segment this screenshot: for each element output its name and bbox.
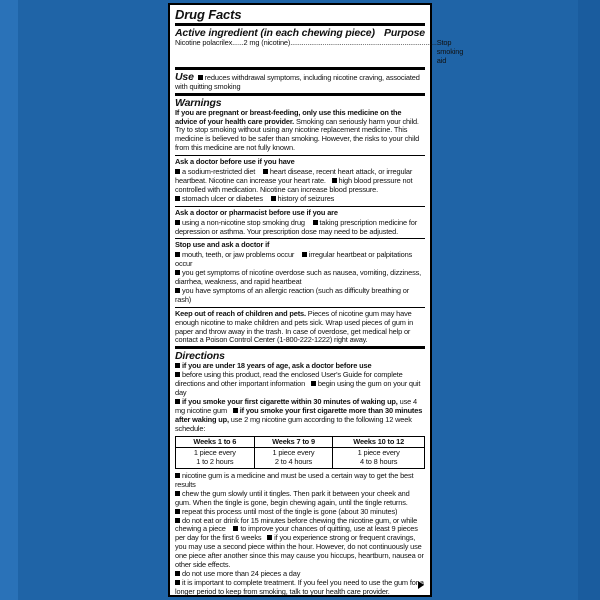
bullet-icon (175, 509, 180, 514)
use-heading: Use (175, 70, 194, 83)
bullet-icon (175, 363, 180, 368)
pregnant-bold: If you are pregnant or breast-feeding, only use this medicine on the advice of your health care provider. (175, 107, 402, 126)
drug-facts-title: Drug Facts (175, 7, 242, 22)
use-section (175, 71, 425, 92)
ask-pharmacist-heading: Ask a doctor or pharmacist before use if you are (175, 207, 338, 217)
table-row (176, 448, 425, 469)
direction-item: chew the gum slowly until it tingles. Then park it between your cheek and gum. When the tingle is gone, begin chewing again, until the tingle returns. (175, 488, 410, 507)
schedule-header: Weeks 7 to 9 (254, 436, 333, 448)
active-ingredient-heading: Active ingredient (in each chewing piece) (175, 27, 375, 39)
schedule-cell (254, 448, 333, 469)
ask-doctor-heading: Ask a doctor before use if you have (175, 157, 295, 167)
within30-bold: if you smoke your first cigarette within 30 minutes of waking up, (182, 397, 398, 406)
more30-bold: if you smoke your first cigarette more than 30 minutes after waking up, (175, 405, 423, 424)
bullet-icon (198, 75, 203, 80)
direction-item: nicotine gum is a medicine and must be used a certain way to get the best results (175, 471, 414, 489)
bullet-icon (267, 535, 272, 540)
box-edge-right (578, 0, 600, 600)
bullet-icon (271, 196, 276, 201)
bullet-icon (311, 381, 316, 386)
ask-pharmacist-item: taking prescription medicine for depression or asthma. Your prescription dose may need to be adjusted. (175, 217, 418, 236)
ask-doctor-list (175, 168, 425, 204)
schedule-header: Weeks 1 to 6 (176, 436, 255, 448)
direction-item: repeat this process until most of the tingle is gone (about 30 minutes) (182, 506, 398, 516)
bullet-icon (332, 178, 337, 183)
ingredient-line: Nicotine polacrilex......2 mg (nicotine)............................................................................. (175, 38, 437, 47)
direction-item: do not eat or drink for 15 minutes before chewing the nicotine gum, or while chewing a piece (175, 515, 418, 534)
bullet-icon (175, 270, 180, 275)
divider (175, 346, 425, 349)
schedule-table (175, 436, 425, 469)
ingredient-name: Nicotine polacrilex (175, 38, 233, 47)
ask-doctor-item: stomach ulcer or diabetes (182, 193, 263, 203)
divider (175, 67, 425, 70)
within30-text: use 4 mg nicotine gum (175, 397, 417, 415)
bullet-icon (302, 252, 307, 257)
bullet-icon (313, 220, 318, 225)
bullet-icon (175, 196, 180, 201)
pregnant-text: Smoking can seriously harm your child. Try to stop smoking without using any nicotine replacement medicine. This medicine is believed to be safer than smoking. However, the risks to your child from this medicine are not fully known. (175, 116, 420, 153)
bullet-icon (175, 473, 180, 478)
stop-use-heading: Stop use and ask a doctor if (175, 240, 270, 250)
before-using-text: before using this product, read the enclosed User's Guide for complete directions and other important information (175, 370, 403, 389)
stop-use-item: mouth, teeth, or jaw problems occur (182, 250, 295, 260)
more30-text: use 2 mg nicotine gum according to the following 12 week schedule: (175, 414, 412, 433)
ask-pharmacist-item: using a non-nicotine stop smoking drug (182, 217, 305, 227)
schedule-cell-line2: 4 to 8 hours (360, 457, 398, 467)
direction-item: it is important to complete treatment. If you feel you need to use the gum for a longer period to keep from smoking, talk to your health care provider. (175, 577, 424, 596)
purpose-heading: Purpose (384, 27, 425, 39)
ask-doctor-item: a sodium-restricted diet (182, 167, 256, 177)
under18-bold: if you are under 18 years of age, ask a doctor before use (182, 361, 372, 371)
ingredient-amount: 2 mg (nicotine) (243, 38, 291, 47)
directions-heading: Directions (175, 350, 225, 363)
warnings-heading: Warnings (175, 96, 222, 109)
divider (175, 93, 425, 96)
divider (175, 206, 425, 207)
arrow-right-icon (418, 581, 424, 589)
stop-use-list (175, 251, 425, 304)
bullet-icon (175, 571, 180, 576)
bullet-icon (175, 169, 180, 174)
schedule-cell-line2: 1 to 2 hours (196, 457, 234, 467)
stop-use-item: you have symptoms of an allergic reaction (such as difficulty breathing or rash) (175, 285, 410, 304)
use-text: reduces withdrawal symptoms, including nicotine craving, associated with quitting smoking (175, 72, 420, 91)
table-row (176, 436, 425, 448)
direction-item: do not use more than 24 pieces a day (182, 568, 301, 578)
bullet-icon (175, 372, 180, 377)
keep-out-warning (175, 310, 425, 346)
direction-item: if you experience strong or frequent cravings, you may use a second piece within the hour. However, do not continuously use one piece after another since this may cause you hiccups, heartburn, nausea or other side effects. (175, 533, 424, 570)
schedule-cell-line2: 2 to 4 hours (274, 457, 313, 467)
begin-text: begin using the gum on your quit day (175, 379, 421, 398)
drug-facts-panel (168, 3, 464, 597)
box-edge-left (0, 0, 18, 600)
bullet-icon (233, 408, 238, 413)
directions-intro (175, 362, 425, 433)
bullet-icon (175, 288, 180, 293)
bullet-icon (263, 169, 268, 174)
bullet-icon (233, 526, 238, 531)
divider (175, 238, 425, 239)
keep-out-bold: Keep out of reach of children and pets. (175, 308, 306, 318)
ask-doctor-item: heart disease, recent heart attack, or irregular heartbeat. Nicotine can increase your heart rate. (175, 167, 413, 185)
bullet-icon (175, 220, 180, 225)
divider (175, 307, 425, 308)
directions-list (175, 472, 425, 597)
bullet-icon (175, 491, 180, 496)
schedule-cell-line1: 1 piece every (193, 448, 236, 458)
schedule-cell-line1: 1 piece every (272, 448, 315, 458)
schedule-cell-line1: 1 piece every (357, 448, 400, 458)
schedule-cell (333, 448, 425, 469)
bullet-icon (175, 399, 180, 404)
bullet-icon (175, 518, 180, 523)
stop-use-item: you get symptoms of nicotine overdose such as nausea, vomiting, dizziness, diarrhea, weakness, and rapid heartbeat (175, 268, 422, 287)
keep-out-text: Pieces of nicotine gum may have enough nicotine to make children and pets sick. Wrap used pieces of gum in paper and throw away in the trash. In case of overdose, get medical help or contact a Poison Control Center (1-800-222-1222) right away. (175, 308, 414, 345)
ingredient-purpose: Stop smoking aid (436, 38, 464, 65)
active-ingredient-row (175, 38, 464, 66)
bullet-icon (175, 252, 180, 257)
pregnant-warning (175, 109, 425, 154)
stop-use-item: irregular heartbeat or palpitations occur (175, 250, 413, 269)
bullet-icon (175, 580, 180, 585)
divider (175, 155, 425, 156)
ask-doctor-item: history of seizures (277, 193, 335, 203)
direction-item: to improve your chances of quitting, use at least 9 pieces per day for the first 6 weeks (175, 524, 418, 543)
schedule-cell (176, 448, 255, 469)
schedule-header: Weeks 10 to 12 (333, 436, 425, 448)
divider (175, 23, 425, 26)
ask-doctor-item: high blood pressure not controlled with medication. Nicotine can increase blood pressure. (175, 175, 413, 194)
ask-pharmacist-list (175, 219, 425, 237)
ingredient-dots: ...... (232, 38, 244, 47)
